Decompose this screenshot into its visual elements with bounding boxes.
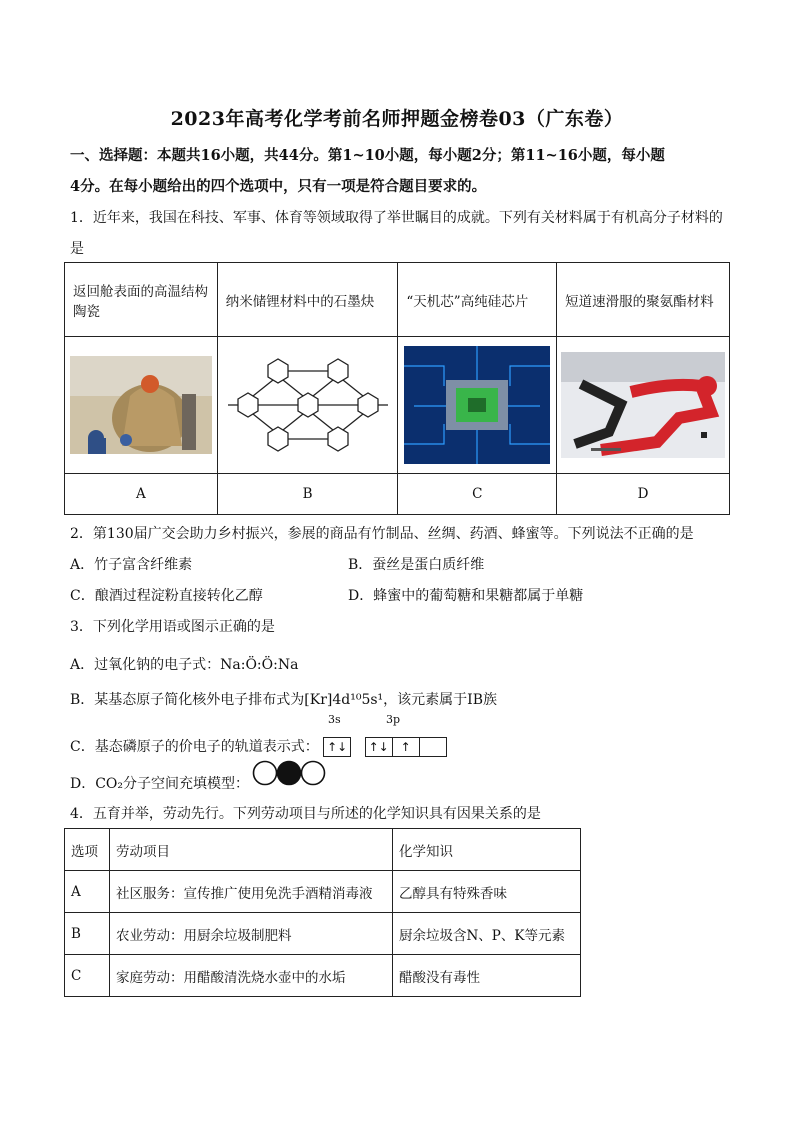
q2-stem: 2．第130届广交会助力乡村振兴，参展的商品有竹制品、丝绸、药酒、蜂蜜等。下列说法不正确的是 (70, 526, 694, 542)
q1-image-cell-b (217, 337, 398, 474)
table-row (65, 913, 581, 955)
table-row (65, 955, 581, 997)
q1-table (64, 262, 730, 515)
q3-option-a-text: A．过氧化钠的电子式： (70, 657, 221, 673)
co2-space-filling-model (252, 760, 326, 786)
q1-image-cell-c (398, 337, 557, 474)
q2-option-c: C．酿酒过程淀粉直接转化乙醇 (70, 588, 263, 604)
q1-image-cell-a (65, 337, 218, 474)
q3-option-c (70, 736, 447, 757)
orbital-3p-boxes (365, 737, 447, 757)
table-row (65, 871, 581, 913)
page-title: 2023年高考化学考前名师押题金榜卷03（广东卷） (170, 108, 624, 130)
q1-header-a: 返回舱表面的高温结构陶瓷 (65, 263, 218, 337)
q3-option-a (70, 654, 298, 674)
q3-option-b: B．某基态原子简化核外电子排布式为[Kr]4d¹⁰5s¹，该元素属于IB族 (70, 692, 497, 708)
orbital-3p-cell-3 (420, 737, 447, 757)
q4-header-option: 选项 (65, 829, 110, 871)
orbital-3p-cell-2: ↑ (393, 737, 420, 757)
q1-header-b: 纳米储锂材料中的石墨炔 (217, 263, 398, 337)
capsule-photo (70, 356, 212, 454)
orbital-3p-label: 3p (386, 713, 401, 726)
q4-row-a-activity: 社区服务：宣传推广使用免洗手酒精消毒液 (110, 871, 393, 913)
section-heading-line2: 4分。在每小题给出的四个选项中，只有一项是符合题目要求的。 (70, 178, 487, 195)
q4-stem: 4．五育并举，劳动先行。下列劳动项目与所述的化学知识具有因果关系的是 (70, 806, 541, 822)
chip-photo (404, 346, 550, 464)
section-heading-line1: 一、选择题：本题共16小题，共44分。第1~10小题，每小题2分；第11~16小题，每小题 (70, 147, 665, 164)
q3-option-d-text: D．CO₂分子空间充填模型： (70, 776, 250, 792)
q3-option-d (70, 773, 249, 793)
orbital-3s-box (323, 737, 351, 757)
q4-row-c-activity: 家庭劳动：用醋酸清洗烧水壶中的水垢 (110, 955, 393, 997)
q1-label-d: D (557, 474, 730, 515)
q4-row-b-activity: 农业劳动：用厨余垃圾制肥料 (110, 913, 393, 955)
q4-header-activity: 劳动项目 (110, 829, 393, 871)
q4-row-c-knowledge: 醋酸没有毒性 (393, 955, 581, 997)
speed-skating-photo (561, 352, 725, 458)
q4-header-knowledge: 化学知识 (393, 829, 581, 871)
q1-label-a: A (65, 474, 218, 515)
q1-header-c: “天机芯”高纯硅芯片 (398, 263, 557, 337)
q1-image-cell-d (557, 337, 730, 474)
q1-stem-line2: 是 (70, 241, 84, 257)
q4-table (64, 828, 581, 997)
q1-header-d: 短道速滑服的聚氨酯材料 (557, 263, 730, 337)
orbital-3s-cell: ↑↓ (323, 737, 351, 757)
q4-row-a-option: A (65, 871, 110, 913)
graphdiyne-structure (228, 351, 388, 459)
q1-label-b: B (217, 474, 398, 515)
q3-option-c-text: C．基态磷原子的价电子的轨道表示式： (70, 739, 319, 755)
q1-stem-line1: 1．近年来，我国在科技、军事、体育等领域取得了举世瞩目的成就。下列有关材料属于有机高分子材料的 (70, 210, 723, 226)
q2-option-b: B．蚕丝是蛋白质纤维 (348, 557, 485, 573)
na2o2-electron-formula: Na:Ö:Ö:Na (220, 657, 299, 673)
q3-stem: 3．下列化学用语或图示正确的是 (70, 619, 275, 635)
q4-row-c-option: C (65, 955, 110, 997)
orbital-3s-label: 3s (328, 713, 341, 726)
q2-option-a: A．竹子富含纤维素 (70, 557, 193, 573)
q2-option-d: D．蜂蜜中的葡萄糖和果糖都属于单糖 (348, 588, 584, 604)
q1-label-c: C (398, 474, 557, 515)
q4-row-b-option: B (65, 913, 110, 955)
q4-row-b-knowledge: 厨余垃圾含N、P、K等元素 (393, 913, 581, 955)
orbital-3p-cell-1: ↑↓ (365, 737, 393, 757)
q4-row-a-knowledge: 乙醇具有特殊香味 (393, 871, 581, 913)
